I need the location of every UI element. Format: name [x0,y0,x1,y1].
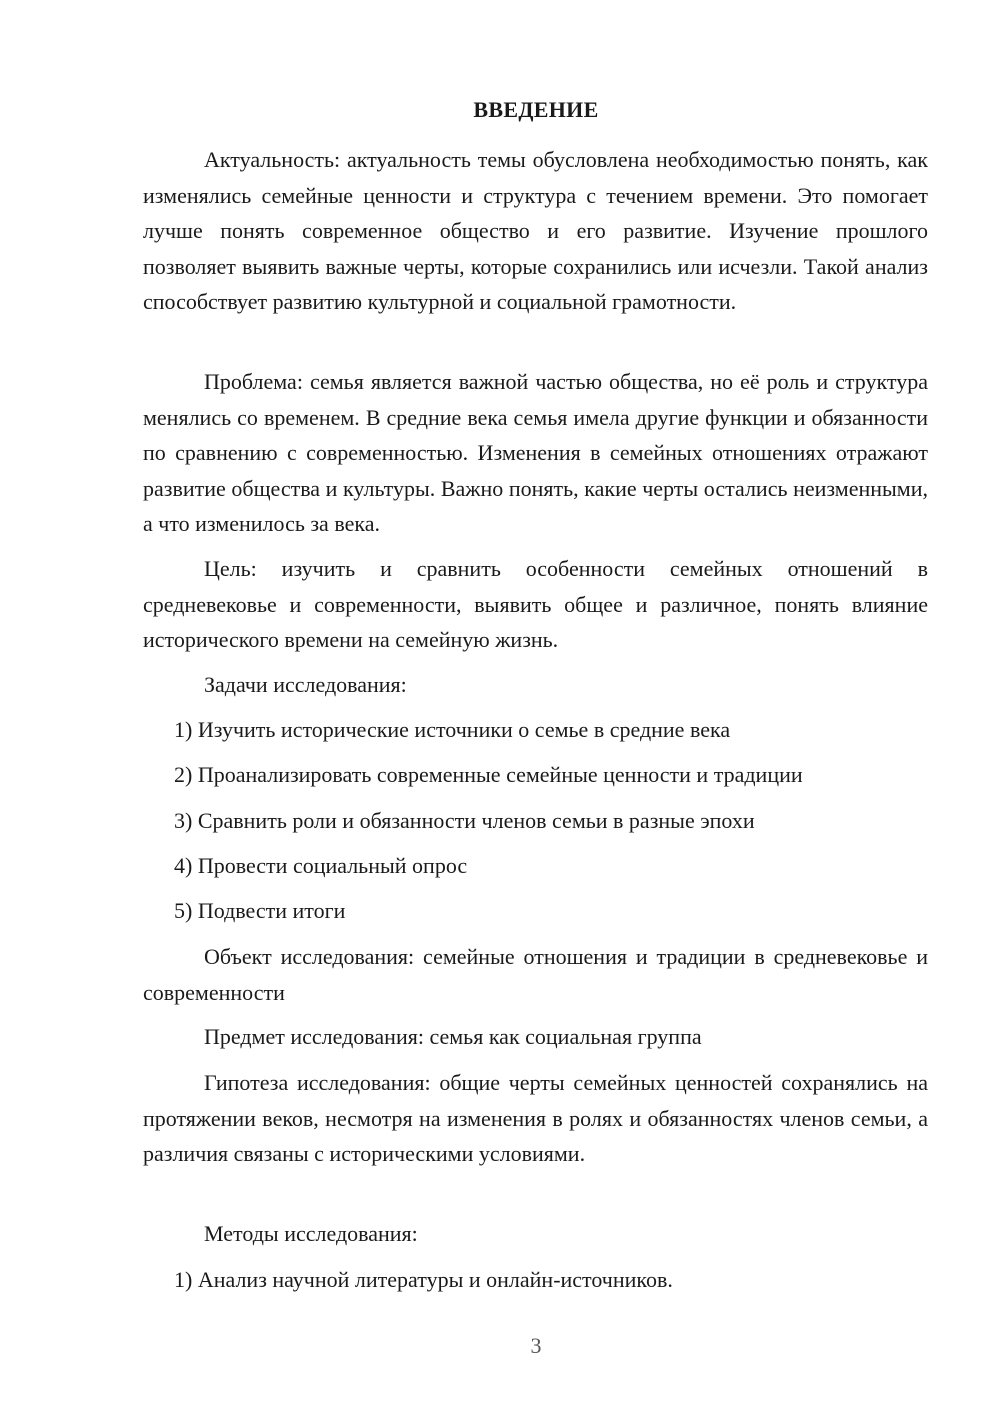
tasks-heading: Задачи исследования: [204,672,407,697]
problem-paragraph: Проблема: семья является важной частью общества, но её роль и структура менялись со временем. В средние века семья имела другие функции и обязанности по сравнению с современностью. Изменения в семейных отношениях отражают развитие общества и культуры. Важно понять, какие черты остались неизменными, а что изменилось за века. [143,369,928,536]
task-item: 1) Изучить исторические источники о семье в средние века [174,717,731,742]
task-item: 5) Подвести итоги [174,898,346,923]
method-item: 1) Анализ научной литературы и онлайн-источников. [174,1267,673,1292]
subject-line: Предмет исследования: семья как социальная группа [204,1024,702,1049]
page-number: 3 [530,1333,542,1358]
page-title: ВВЕДЕНИЕ [473,97,599,122]
task-item: 2) Проанализировать современные семейные ценности и традиции [174,762,803,787]
object-paragraph: Объект исследования: семейные отношения и традиции в средневековье и современности [143,944,928,1005]
relevance-paragraph: Актуальность: актуальность темы обусловлена необходимостью понять, как изменялись семейные ценности и структура с течением времени. Это помогает лучше понять современное общество и его развитие. Изучение прошлого позволяет выявить важные черты, которые сохранились или исчезли. Такой анализ способствует развитию культурной и социальной грамотности. [143,147,928,314]
hypothesis-paragraph: Гипотеза исследования: общие черты семейных ценностей сохранялись на протяжении веков, несмотря на изменения в ролях и обязанностях членов семьи, а различия связаны с историческими условиями. [143,1070,928,1166]
task-item: 4) Провести социальный опрос [174,853,468,878]
methods-heading: Методы исследования: [204,1221,418,1246]
goal-paragraph: Цель: изучить и сравнить особенности семейных отношений в средневековье и современности, выявить общее и различное, понять влияние исторического времени на семейную жизнь. [143,556,928,652]
task-item: 3) Сравнить роли и обязанности членов семьи в разные эпохи [174,808,755,833]
